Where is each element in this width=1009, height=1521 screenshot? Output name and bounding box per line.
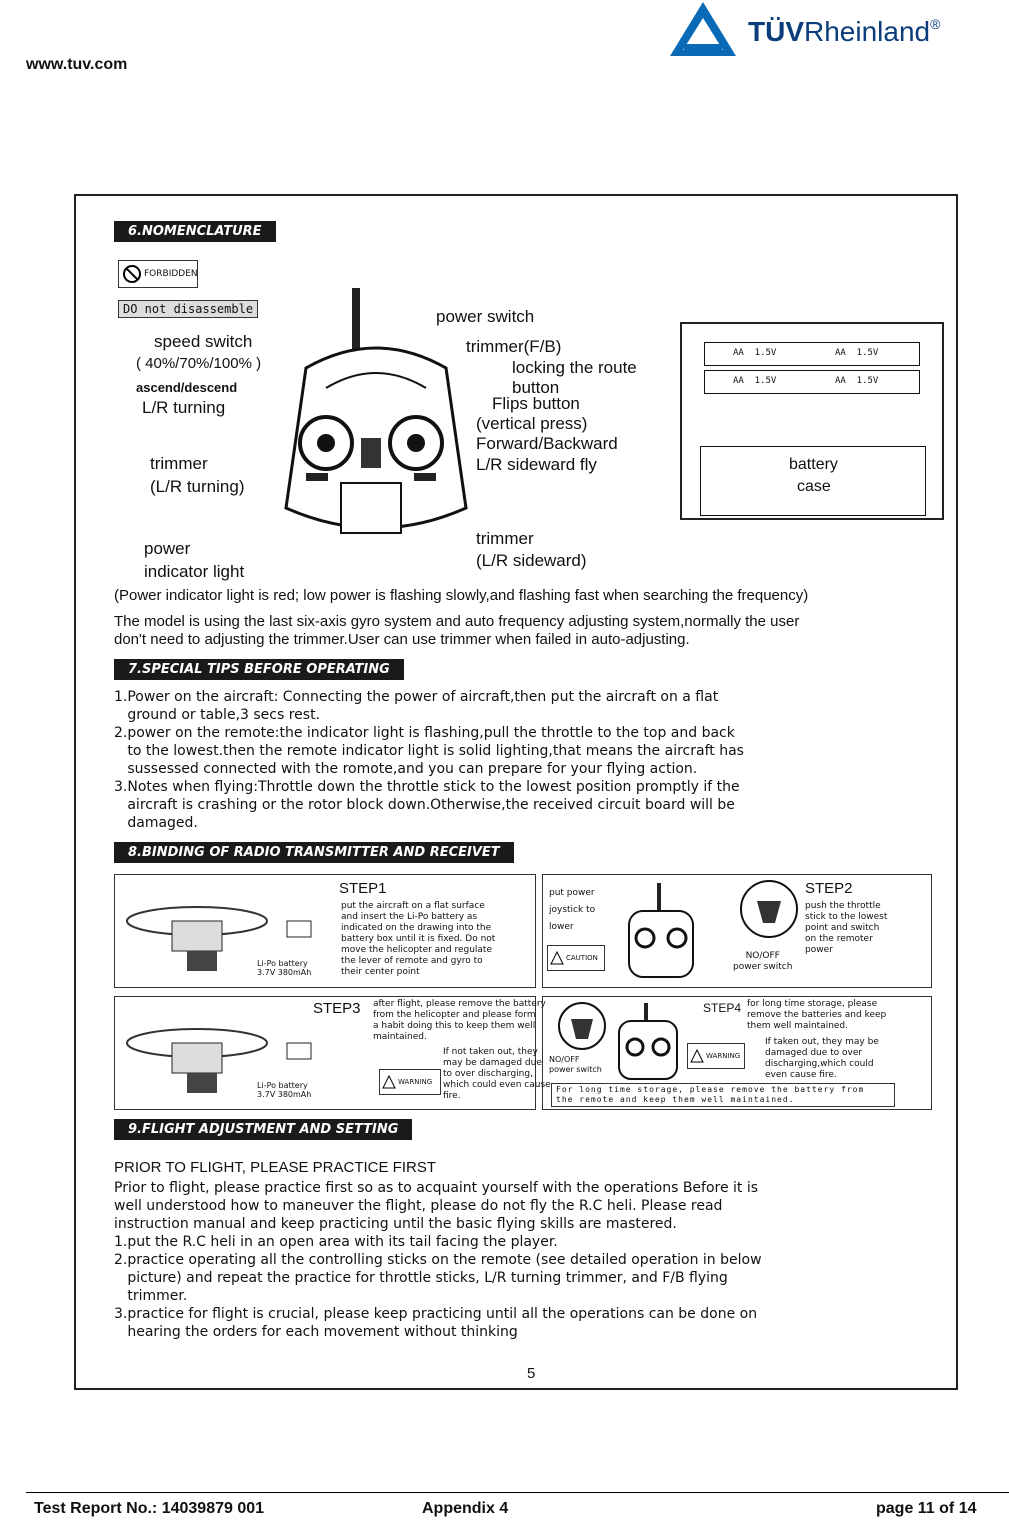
power-switch-closeup [739,879,799,939]
flight-line-9: hearing the orders for each movement without thinking [114,1324,518,1340]
footer-appendix: Appendix 4 [422,1500,509,1517]
step4-warning-text: If taken out, they may be damaged due to over discharging,which could even cause fire. [765,1037,879,1080]
label-locking-1: locking the route [512,358,637,377]
forbidden-icon [122,264,142,284]
flight-line-2: well understood how to maneuver the flight, please do not fly the R.C heli. Please read [114,1198,723,1214]
tip-line-5: sussessed connected with the romote,and you can prepare for your flying action. [114,761,698,777]
gyro-note-1: The model is using the last six-axis gyro system and auto frequency adjusting system,normally the user [114,613,800,630]
step3-title: STEP3 [313,1000,361,1017]
label-trimmer-left: trimmer [150,454,208,473]
forbidden-sign: FORBIDDEN [118,260,198,288]
tip-line-2: ground or table,3 secs rest. [114,707,321,723]
warning-icon [382,1075,396,1089]
flight-line-1: Prior to flight, please practice first so as to acquaint yourself with the operations Before it is [114,1180,759,1196]
header-url: www.tuv.com [26,56,128,73]
remote-controller-drawing [266,288,486,548]
section-6-heading: 6.NOMENCLATURE [114,221,276,242]
flight-line-6: picture) and repeat the practice for throttle sticks, L/R turning trimmer, and F/B flying [114,1270,728,1286]
flight-line-7: trimmer. [114,1288,188,1304]
tip-line-8: damaged. [114,815,198,831]
battery-row-2: AA 1.5V AA 1.5V [704,370,920,394]
tip-line-3: 2.power on the remote:the indicator light is flashing,pull the throttle to the top and back [114,725,735,741]
battery-case-diagram [680,322,944,520]
step2-joystick-note: put power joystick to lower [549,888,596,932]
step2-panel [542,874,932,988]
label-lr-turning: L/R turning [142,398,226,417]
label-forward-backward: Forward/Backward [476,434,618,453]
step4-text: for long time storage, please remove the batteries and keep them well maintained. [747,999,887,1031]
tip-line-4: to the lowest.then the remote indicator light is solid lighting,that means the aircraft has [114,743,744,759]
label-power: power [144,539,191,558]
prior-flight-title: PRIOR TO FLIGHT, PLEASE PRACTICE FIRST [114,1159,437,1176]
tip-line-1: 1.Power on the aircraft: Connecting the power of aircraft,then put the aircraft on a flat [114,689,719,705]
flight-line-3: instruction manual and keep practicing until the basic flying skills are mastered. [114,1216,677,1232]
manual-page [74,194,958,1390]
remote-small-drawing-2 [613,1003,683,1083]
step3-panel [114,996,551,1110]
label-lr-sideward: L/R sideward fly [476,455,597,474]
battery-row-1: AA 1.5V AA 1.5V [704,342,920,366]
step1-battery: Li-Po battery 3.7V 380mAh [257,959,312,977]
flight-line-4: 1.put the R.C heli in an open area with its tail facing the player. [114,1234,558,1250]
caution-icon [550,951,564,965]
caution-sign: CAUTION [547,945,605,971]
manual-page-number: 5 [527,1365,536,1382]
gyro-note-2: don't need to adjusting the trimmer.User can use trimmer when failed in auto-adjusting. [114,631,690,648]
label-speed-values: ( 40%/70%/100% ) [136,355,262,372]
label-flips-1: Flips button [492,394,580,413]
footer-report-number: Test Report No.: 14039879 001 [34,1500,265,1517]
step1-panel [114,874,536,988]
label-flips-2: (vertical press) [476,414,588,433]
tuv-logo [668,0,998,62]
battery-case-label-2: case [797,478,831,495]
label-power-switch: power switch [436,307,535,326]
step1-text: put the aircraft on a flat surface and insert the Li-Po battery as indicated on the drawing into the battery box until it is fixed. Do not move the helicopter and regulate the lever of remote and gyro to their center point [341,901,496,977]
flight-line-5: 2.practice operating all the controlling sticks on the remote (see detailed operation in below [114,1252,762,1268]
label-trimmer-lr: (L/R turning) [150,477,245,496]
step4-panel [542,996,932,1110]
tuv-triangle-icon [668,0,738,58]
logo-text: TÜVRheinland® [748,16,941,47]
label-ascend: ascend/descend [136,380,238,395]
step2-text: push the throttle stick to the lowest point and switch on the remoter power [805,901,888,955]
warning-icon-2 [690,1049,704,1063]
label-indicator: indicator light [144,562,245,581]
step1-title: STEP1 [339,880,387,897]
step3-battery: Li-Po battery 3.7V 380mAh [257,1081,312,1099]
step3-warning-text: If not taken out, they may be damaged due to over discharging, which could even cause fire. [443,1047,551,1101]
label-speed-switch: speed switch [154,332,253,351]
footer-divider [26,1492,1009,1493]
label-trimmer-sideward: (L/R sideward) [476,551,587,570]
footer-page: page 11 of 14 [876,1500,977,1517]
section-8-heading: 8.BINDING OF RADIO TRANSMITTER AND RECEIVET [114,842,514,863]
remote-small-drawing [621,883,701,983]
step4-bottom-note: For long time storage, please remove the battery from the remote and keep them well maintained. [551,1083,895,1107]
step4-title: STEP4 [703,1001,742,1015]
step4-switch-label: NO/OFF power switch [549,1055,602,1074]
tip-line-7: aircraft is crashing or the rotor block down.Otherwise,the received circuit board will be [114,797,735,813]
step2-title: STEP2 [805,880,853,897]
step4-warning-sign: WARNING [687,1043,745,1069]
do-not-disassemble: DO not disassemble [118,300,258,318]
step3-warning-sign: WARNING [379,1069,441,1095]
power-indicator-note: (Power indicator light is red; low power is flashing slowly,and flashing fast when searching the frequency) [114,587,809,604]
section-7-heading: 7.SPECIAL TIPS BEFORE OPERATING [114,659,404,680]
label-trimmer-fb: trimmer(F/B) [466,337,562,356]
step3-text: after flight, please remove the battery from the helicopter and please form a habit doing this to keep them well maintained. [373,999,546,1042]
section-9-heading: 9.FLIGHT ADJUSTMENT AND SETTING [114,1119,412,1140]
label-trimmer-right: trimmer [476,529,534,548]
label-locking-2: button [512,378,560,397]
step2-switch-label: NO/OFF power switch [733,951,793,972]
tip-line-6: 3.Notes when flying:Throttle down the throttle stick to the lowest position promptly if the [114,779,740,795]
flight-line-8: 3.practice for flight is crucial, please keep practicing until all the operations can be done on [114,1306,758,1322]
battery-case-label-1: battery [789,456,838,473]
power-switch-closeup-2 [557,1001,607,1051]
